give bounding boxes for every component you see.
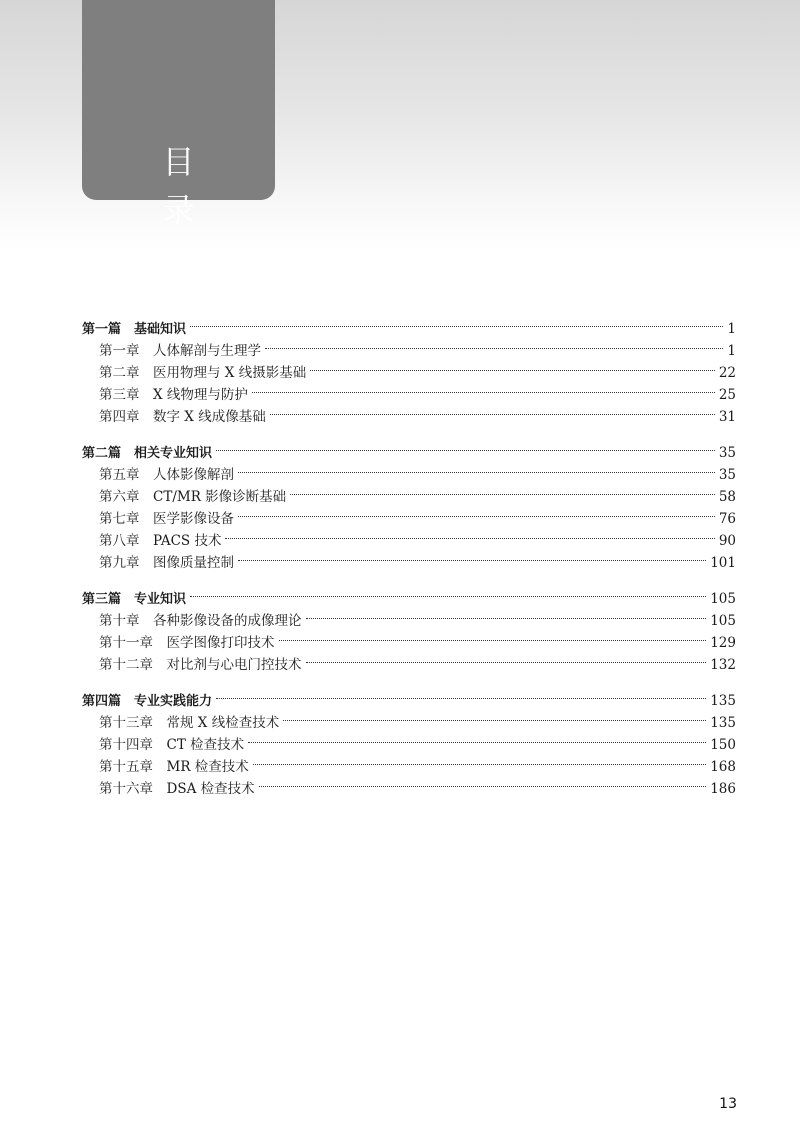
dot-leader [248,727,706,749]
dot-leader [238,457,715,479]
dot-leader [190,581,706,603]
chapter-title: 第一章 人体解剖与生理学 [99,343,261,359]
dot-leader [283,705,706,727]
chapter-title: 第四章 数字 X 线成像基础 [99,409,266,425]
dot-leader [306,603,707,625]
toc-part [82,435,736,571]
part-title: 第二篇 相关专业知识 [82,446,213,461]
toc-part [82,581,736,673]
chapter-title: 第八章 PACS 技术 [99,533,222,549]
dot-leader [253,749,706,771]
dot-leader [310,355,715,377]
page-ref: 135 [710,715,736,731]
chapter-title: 第七章 医学影像设备 [99,511,234,527]
toc-part [82,683,736,797]
title-tab [82,0,275,229]
dot-leader [270,399,715,421]
table-of-contents [82,311,736,807]
dot-leader [265,333,723,355]
toc-part [82,311,736,425]
chapter-title: 第九章 图像质量控制 [99,555,234,571]
page-ref: 58 [718,489,736,505]
chapter-title: 第二章 医用物理与 X 线摄影基础 [99,365,307,381]
dot-leader [238,501,715,523]
dot-leader [238,545,706,567]
dot-leader [216,435,715,457]
page-ref: 35 [718,445,736,461]
page-ref: 132 [710,657,736,673]
page-title: 目 录 [162,143,225,229]
page-ref: 168 [710,759,736,775]
dot-leader [279,625,707,647]
page-ref: 150 [710,737,736,753]
dot-leader [306,647,707,669]
chapter-title: 第五章 人体影像解剖 [99,467,234,483]
toc-part-entry[interactable] [82,581,736,607]
chapter-title: 第十五章 MR 检查技术 [99,759,249,775]
page-ref: 22 [718,365,736,381]
page-ref: 135 [710,693,736,709]
dot-leader [259,771,707,793]
part-title: 第四篇 专业实践能力 [82,694,213,709]
page-number: 13 [719,1096,737,1112]
dot-leader [290,479,715,501]
chapter-title: 第十三章 常规 X 线检查技术 [99,715,280,731]
dot-leader [216,683,706,705]
page-ref: 76 [718,511,736,527]
chapter-title: 第十四章 CT 检查技术 [99,737,245,753]
page-ref: 101 [710,555,736,571]
toc-part-entry[interactable] [82,311,736,337]
page-ref: 129 [710,635,736,651]
chapter-title: 第十二章 对比剂与心电门控技术 [99,657,302,673]
page-ref: 186 [710,781,736,797]
dot-leader [190,311,723,333]
dot-leader [252,377,715,399]
page-ref: 25 [718,387,736,403]
part-title: 第一篇 基础知识 [82,322,187,337]
page-ref: 31 [718,409,736,425]
page-ref: 1 [727,321,736,337]
page-ref: 105 [710,591,736,607]
chapter-title: 第三章 X 线物理与防护 [99,387,248,403]
toc-part-entry[interactable] [82,435,736,461]
toc-part-entry[interactable] [82,683,736,709]
dot-leader [225,523,714,545]
page-ref: 90 [718,533,736,549]
page-ref: 35 [718,467,736,483]
page-ref: 1 [727,343,736,359]
chapter-title: 第六章 CT/MR 影像诊断基础 [99,489,287,505]
chapter-title: 第十六章 DSA 检查技术 [99,781,255,797]
page-ref: 105 [710,613,736,629]
part-title: 第三篇 专业知识 [82,592,187,607]
chapter-title: 第十一章 医学图像打印技术 [99,635,275,651]
chapter-title: 第十章 各种影像设备的成像理论 [99,613,302,629]
